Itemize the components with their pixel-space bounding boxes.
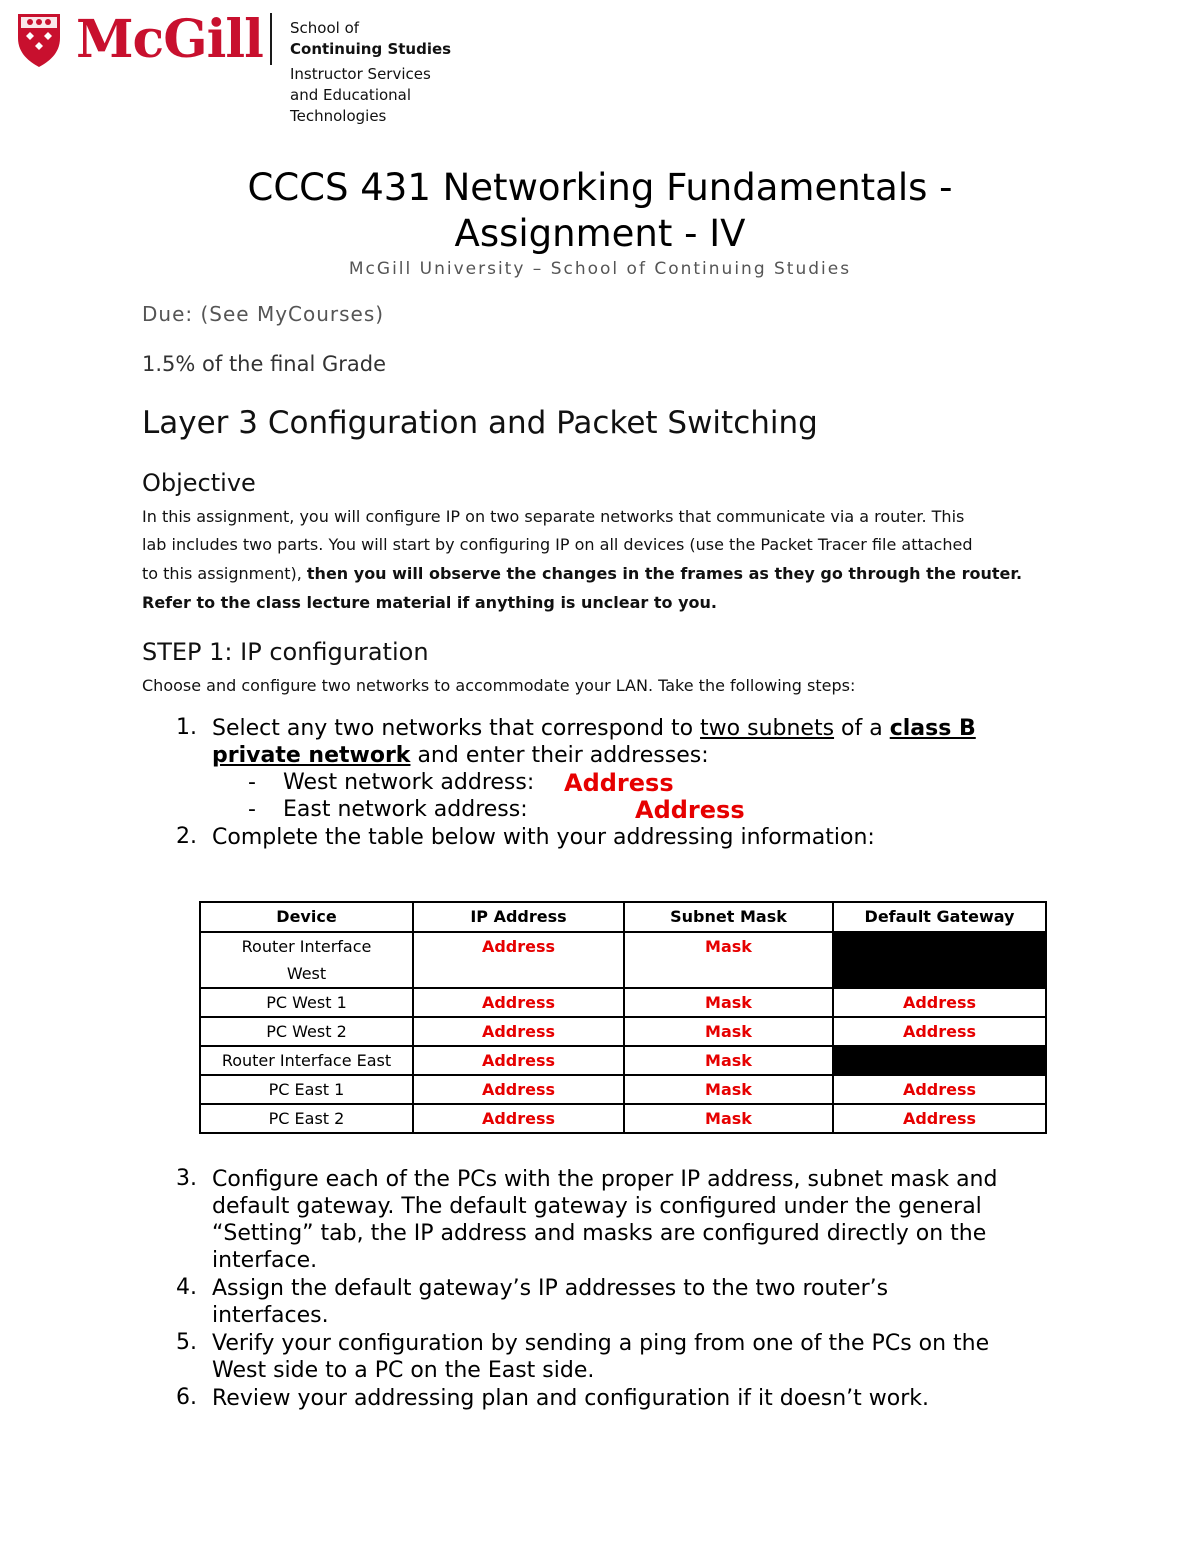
item5-line-1: Verify your configuration by sending a ping from one of the PCs on the <box>212 1331 990 1356</box>
list-number-6: 6. <box>176 1385 197 1410</box>
objective-line-4: Refer to the class lecture material if anything is unclear to you. <box>142 593 717 612</box>
cell-gateway-blocked <box>833 1046 1046 1075</box>
mcgill-crest-icon <box>16 12 62 68</box>
step1-intro: Choose and configure two networks to accommodate your LAN. Take the following steps: <box>142 676 856 695</box>
cell-gateway-blocked <box>833 932 1046 988</box>
item3-line-4: interface. <box>212 1248 318 1273</box>
sub-item-dash-2: - <box>248 797 256 822</box>
list-item-6: Review your addressing plan and configuration if it doesn’t work. <box>212 1386 929 1411</box>
cell-mask[interactable]: Mask <box>624 1017 833 1046</box>
cell-gateway[interactable]: Address <box>833 1104 1046 1133</box>
item3-line-1: Configure each of the PCs with the proper IP address, subnet mask and <box>212 1167 998 1192</box>
objective-heading: Objective <box>142 469 256 497</box>
cell-device[interactable]: PC East 2 <box>200 1104 413 1133</box>
cell-mask[interactable]: Mask <box>624 1104 833 1133</box>
cell-ip[interactable]: Address <box>413 1046 624 1075</box>
table-row <box>200 1075 1046 1104</box>
mcgill-wordmark: McGill <box>76 9 263 70</box>
header-default-gateway: Default Gateway <box>833 902 1046 932</box>
step1-heading: STEP 1: IP configuration <box>142 638 429 666</box>
objective-line-3-bold: then you will observe the changes in the frames as they go through the router. <box>306 564 1023 583</box>
cell-device[interactable]: PC East 1 <box>200 1075 413 1104</box>
header-line-2: Continuing Studies <box>290 40 452 58</box>
list-number-5: 5. <box>176 1330 197 1355</box>
cell-ip[interactable]: Address <box>413 988 624 1017</box>
cell-device[interactable]: PC West 2 <box>200 1017 413 1046</box>
east-network-value: Address <box>635 796 745 824</box>
west-network-label: West network address: <box>283 770 535 795</box>
list-number-3: 3. <box>176 1166 197 1191</box>
header-line-5: Technologies <box>290 107 387 125</box>
due-date: Due: (See MyCourses) <box>142 302 385 326</box>
objective-line-3 <box>142 559 1062 588</box>
table-row <box>200 932 1046 988</box>
table-row <box>200 1104 1046 1133</box>
document-subtitle: McGill University – School of Continuing Studies <box>348 259 852 279</box>
document-title-line-2: Assignment - IV <box>454 212 746 255</box>
east-network-label: East network address: <box>283 797 528 822</box>
cell-gateway[interactable]: Address <box>833 1075 1046 1104</box>
cell-gateway[interactable]: Address <box>833 988 1046 1017</box>
document-title-line-1: CCCS 431 Networking Fundamentals - <box>247 166 953 209</box>
cell-device[interactable]: PC West 1 <box>200 988 413 1017</box>
header-ip-address: IP Address <box>413 902 624 932</box>
item5-line-2: West side to a PC on the East side. <box>212 1358 595 1383</box>
cell-mask[interactable]: Mask <box>624 932 833 988</box>
cell-mask[interactable]: Mask <box>624 1075 833 1104</box>
list-number-1: 1. <box>176 715 197 740</box>
cell-gateway[interactable]: Address <box>833 1017 1046 1046</box>
item1-private-network: private network <box>212 743 411 768</box>
cell-mask[interactable]: Mask <box>624 1046 833 1075</box>
header-device: Device <box>200 902 413 932</box>
item4-line-1: Assign the default gateway’s IP addresses to the two router’s <box>212 1276 889 1301</box>
item1-a: Select any two networks that correspond to <box>212 716 701 741</box>
west-network-value: Address <box>564 769 674 797</box>
list-number-4: 4. <box>176 1275 197 1300</box>
grade-weight: 1.5% of the final Grade <box>142 352 387 376</box>
item1-c: of a <box>834 716 890 741</box>
item1-f: and enter their addresses: <box>410 743 709 768</box>
item1-class-b: class B <box>889 716 976 741</box>
list-item-1 <box>212 715 1072 769</box>
table-row <box>200 1017 1046 1046</box>
table-row <box>200 988 1046 1017</box>
header-line-1: School of <box>290 19 360 37</box>
cell-device[interactable]: Router Interface West <box>200 932 413 988</box>
item1-two-subnets: two subnets <box>700 716 835 741</box>
cell-mask[interactable]: Mask <box>624 988 833 1017</box>
cell-ip[interactable]: Address <box>413 932 624 988</box>
item3-line-2: default gateway. The default gateway is configured under the general <box>212 1194 982 1219</box>
list-item-5 <box>212 1330 1072 1384</box>
header-divider <box>270 13 272 65</box>
section-heading: Layer 3 Configuration and Packet Switching <box>142 405 818 441</box>
objective-line-3-plain: to this assignment), <box>142 564 307 583</box>
item4-line-2: interfaces. <box>212 1303 329 1328</box>
table-header-row <box>200 902 1046 932</box>
objective-line-2: lab includes two parts. You will start by configuring IP on all devices (use the Packet Tracer file attached <box>142 535 973 554</box>
cell-ip[interactable]: Address <box>413 1017 624 1046</box>
header-subnet-mask: Subnet Mask <box>624 902 833 932</box>
item3-line-3: “Setting” tab, the IP address and masks are configured directly on the <box>212 1221 987 1246</box>
cell-ip[interactable]: Address <box>413 1075 624 1104</box>
header-line-3: Instructor Services <box>290 65 431 83</box>
list-item-2: Complete the table below with your addressing information: <box>212 825 875 850</box>
objective-line-1: In this assignment, you will configure IP on two separate networks that communicate via a router. This <box>142 507 965 526</box>
list-number-2: 2. <box>176 824 197 849</box>
list-item-3 <box>212 1166 1072 1274</box>
cell-ip[interactable]: Address <box>413 1104 624 1133</box>
sub-item-dash-1: - <box>248 770 256 795</box>
addressing-table <box>199 901 1047 1134</box>
cell-device[interactable]: Router Interface East <box>200 1046 413 1075</box>
header-line-4: and Educational <box>290 86 412 104</box>
list-item-4 <box>212 1275 1072 1329</box>
table-row <box>200 1046 1046 1075</box>
